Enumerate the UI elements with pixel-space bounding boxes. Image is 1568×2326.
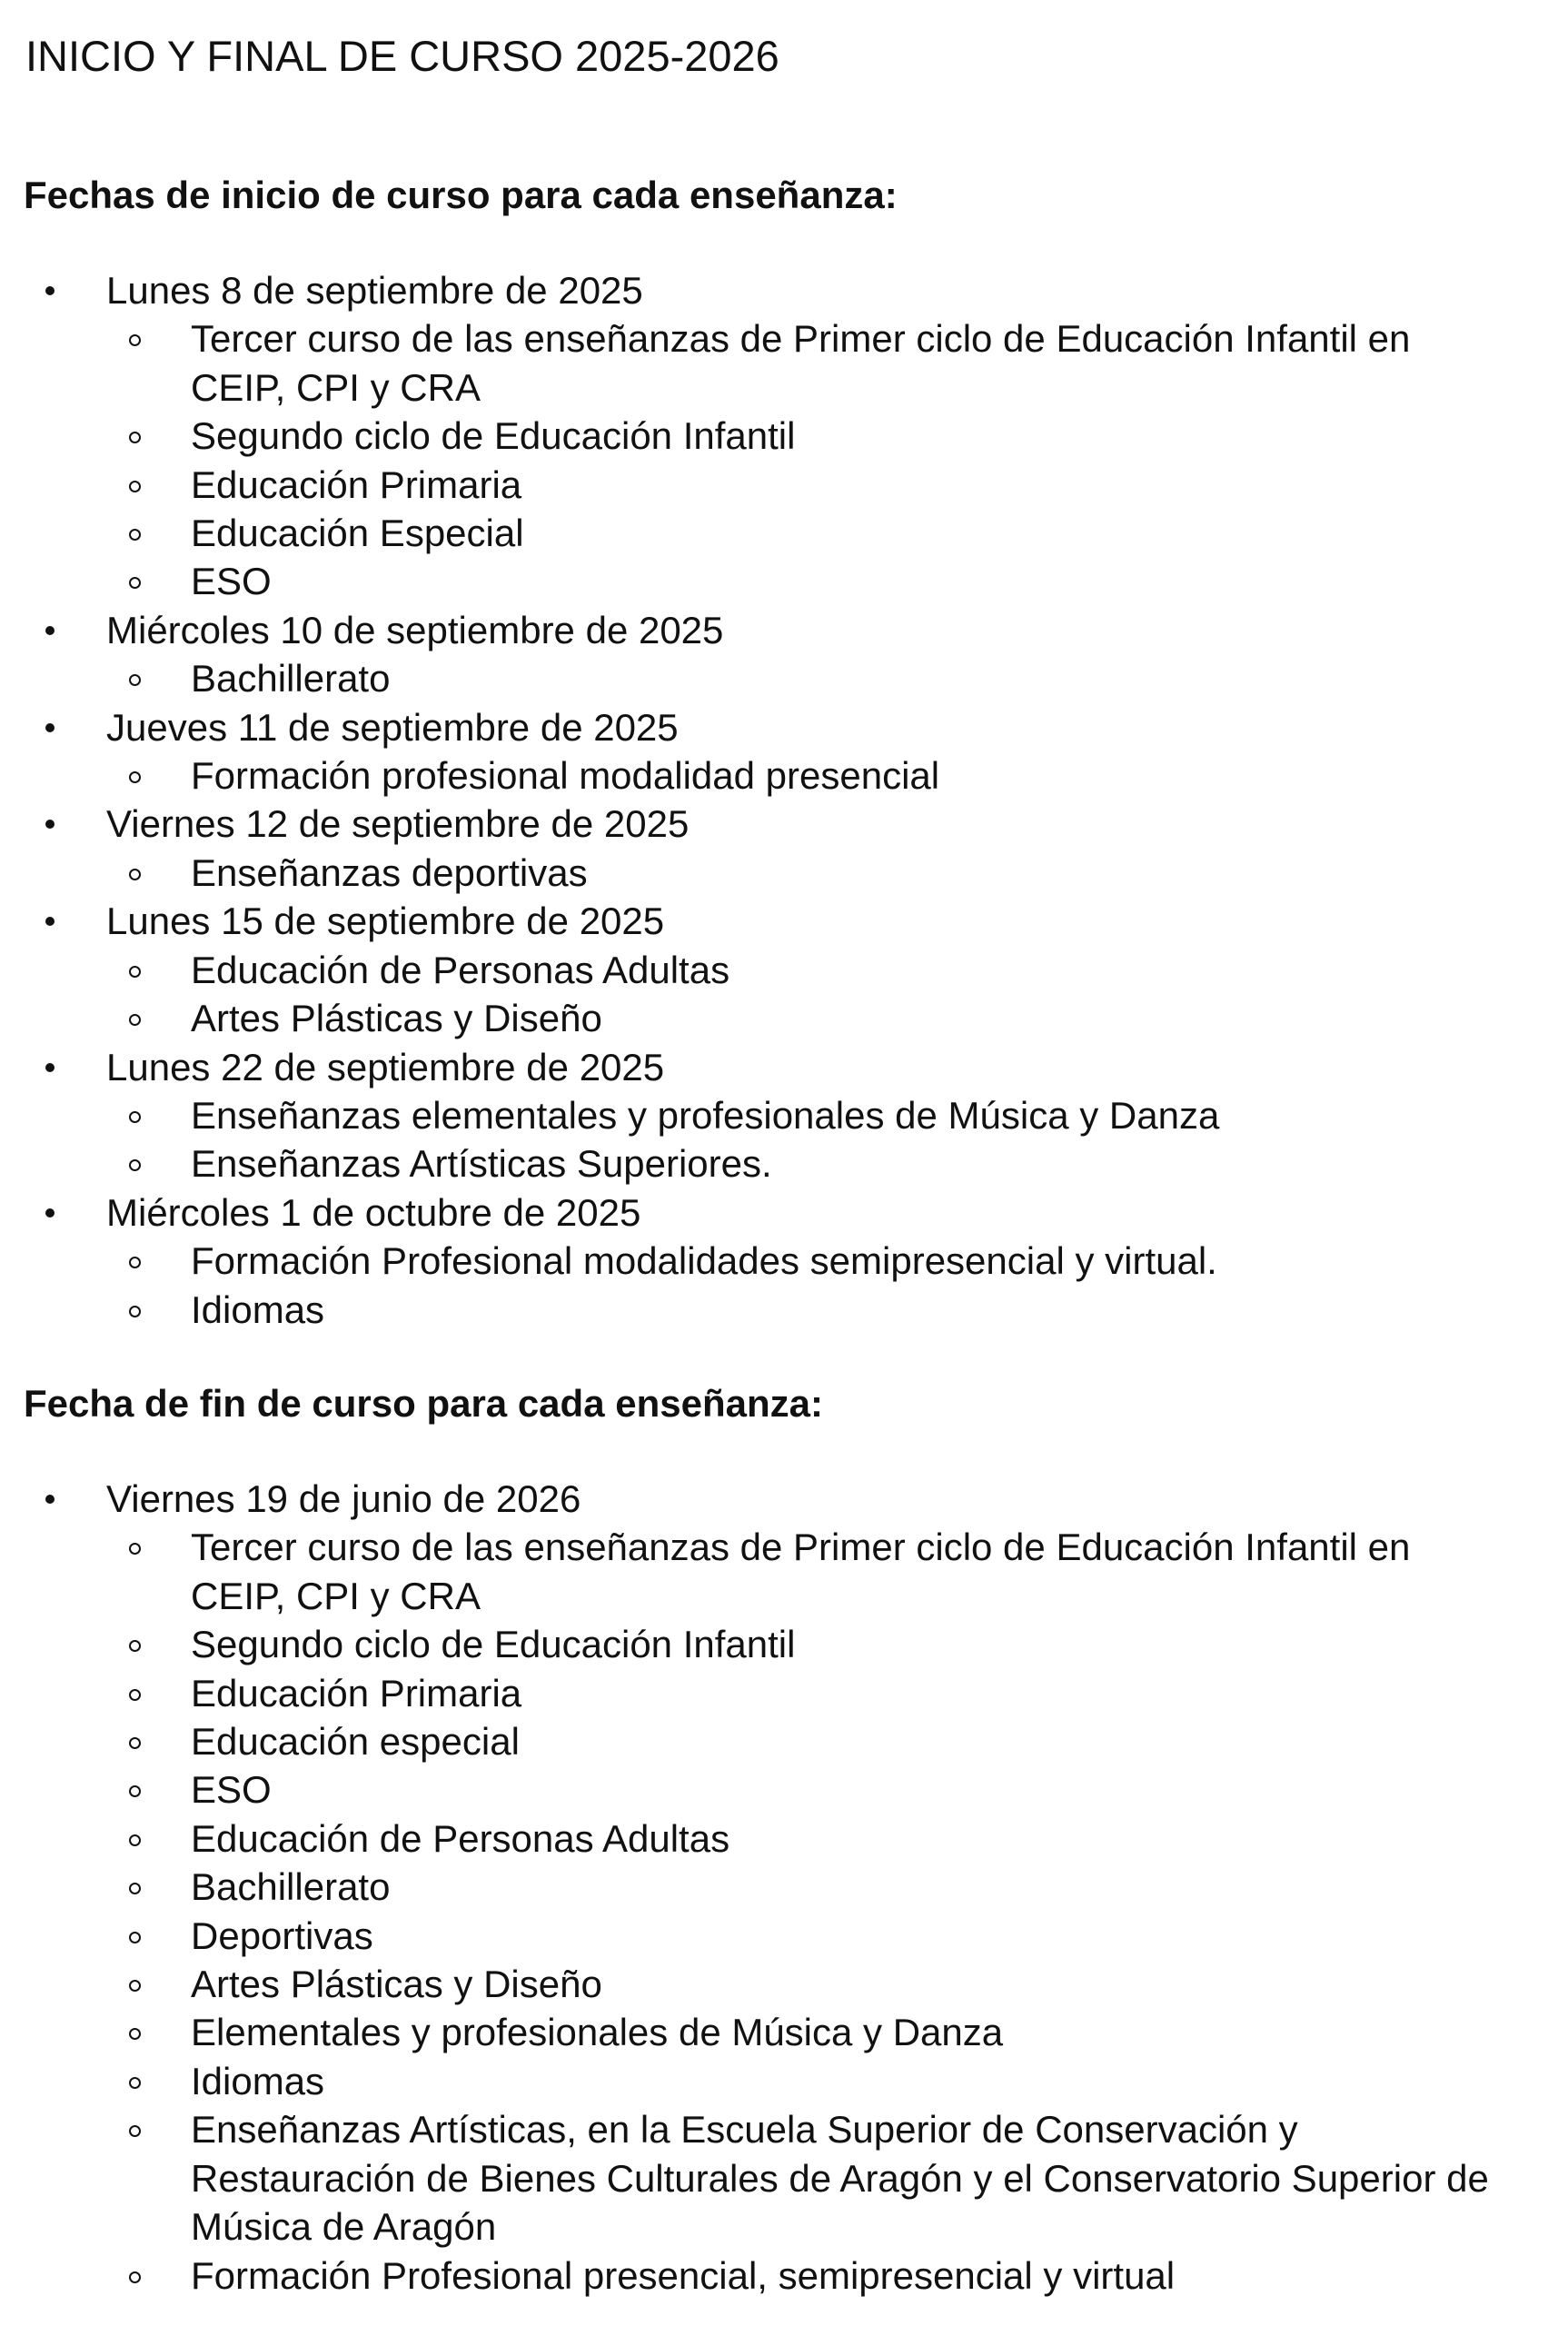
course-item [0,509,1499,557]
course-label: Educación de Personas Adultas [191,948,730,991]
bullet-circle-icon [129,1834,141,1846]
bullet-dot-icon [45,820,55,829]
course-list [106,1523,1499,2300]
bullet-circle-icon [129,1306,141,1317]
bullet-circle-icon [129,1257,141,1268]
bullet-circle-icon [129,2028,141,2040]
bullet-circle-icon [129,1111,141,1123]
date-label: Viernes 19 de junio de 2026 [106,1477,581,1520]
course-list [106,314,1499,605]
course-item [0,2251,1499,2300]
course-list [106,849,1499,897]
document-title: INICIO Y FINAL DE CURSO 2025-2026 [25,32,779,80]
date-group [0,703,1499,800]
bullet-circle-icon [129,334,141,346]
course-item [0,412,1499,460]
course-list [106,654,1499,702]
course-item [0,1237,1499,1285]
date-group [0,606,1499,703]
bullet-circle-icon [129,1785,141,1797]
course-label: Segundo ciclo de Educación Infantil [191,414,796,458]
course-label: Educación Especial [191,512,524,555]
end-dates-list [0,1475,1499,2300]
course-item [0,994,1499,1042]
course-label: Tercer curso de las enseñanzas de Primer ciclo de Educación Infantil en CEIP, CPI y CRA [191,317,1411,409]
date-group [0,1475,1499,2300]
course-item [0,1814,1499,1863]
course-label: Formación Profesional modalidades semipresencial y virtual. [191,1239,1217,1283]
course-label: Artes Plásticas y Diseño [191,1963,602,2006]
course-label: Educación Primaria [191,462,522,506]
date-label: Lunes 8 de septiembre de 2025 [106,269,643,312]
bullet-dot-icon [45,1208,55,1218]
course-item [0,849,1499,897]
course-label: Formación Profesional presencial, semipresencial y virtual [191,2253,1176,2297]
course-label: Enseñanzas elementales y profesionales de Música y Danza [191,1093,1220,1137]
course-label: Bachillerato [191,657,391,701]
date-label: Miércoles 10 de septiembre de 2025 [106,608,724,651]
end-section-heading: Fecha de fin de curso para cada enseñanza: [24,1382,823,1425]
course-label: Formación profesional modalidad presencial [191,754,940,798]
course-item [0,946,1499,994]
date-label: Viernes 12 de septiembre de 2025 [106,802,690,846]
course-item [0,1863,1499,1911]
bullet-circle-icon [129,2271,141,2283]
course-list [106,1237,1499,1334]
bullet-circle-icon [129,1543,141,1555]
bullet-circle-icon [129,674,141,686]
course-label: ESO [191,560,272,603]
bullet-circle-icon [129,1883,141,1894]
date-group [0,266,1499,606]
course-list [106,751,1499,800]
bullet-circle-icon [129,869,141,880]
course-label: Bachillerato [191,1865,391,1909]
course-item [0,2057,1499,2105]
course-item [0,751,1499,800]
course-item [0,314,1499,412]
bullet-circle-icon [129,966,141,978]
course-label: Deportivas [191,1913,373,1957]
course-label: Enseñanzas Artísticas, en la Escuela Superior de Conservación y Restauración de Bienes Culturales de Aragón y el Conservatorio Superior de Música de Aragón [191,2108,1489,2249]
date-label: Lunes 15 de septiembre de 2025 [106,900,665,943]
bullet-circle-icon [129,529,141,541]
bullet-dot-icon [45,626,55,635]
date-group [0,897,1499,1042]
bullet-circle-icon [129,432,141,443]
bullet-circle-icon [129,1640,141,1652]
course-label: ESO [191,1768,272,1812]
date-group [0,1188,1499,1334]
course-label: Segundo ciclo de Educación Infantil [191,1623,796,1666]
bullet-circle-icon [129,2077,141,2089]
course-item [0,1717,1499,1765]
bullet-circle-icon [129,1159,141,1171]
course-item [0,2008,1499,2056]
course-item [0,1765,1499,1814]
bullet-dot-icon [45,286,55,295]
bullet-dot-icon [45,1063,55,1072]
course-item [0,1286,1499,1334]
date-group [0,800,1499,897]
course-item [0,1091,1499,1139]
bullet-circle-icon [129,771,141,783]
course-item [0,1139,1499,1188]
start-dates-list [0,266,1499,1334]
course-item [0,2105,1499,2251]
course-item [0,1912,1499,1960]
bullet-circle-icon [129,481,141,492]
course-item [0,1523,1499,1620]
course-label: Elementales y profesionales de Música y Danza [191,2011,1004,2054]
course-label: Educación Primaria [191,1671,522,1715]
course-label: Educación especial [191,1720,520,1764]
course-item [0,654,1499,702]
bullet-circle-icon [129,2125,141,2137]
course-item [0,1669,1499,1717]
course-item [0,1960,1499,2008]
date-label: Lunes 22 de septiembre de 2025 [106,1045,665,1088]
date-label: Miércoles 1 de octubre de 2025 [106,1190,641,1234]
course-label: Tercer curso de las enseñanzas de Primer ciclo de Educación Infantil en CEIP, CPI y CRA [191,1526,1411,1617]
start-section-heading: Fechas de inicio de curso para cada enseñanza: [24,174,898,216]
course-item [0,1620,1499,1668]
date-label: Jueves 11 de septiembre de 2025 [106,705,679,749]
course-label: Idiomas [191,1287,325,1331]
bullet-circle-icon [129,1014,141,1026]
course-list [106,946,1499,1043]
bullet-dot-icon [45,723,55,732]
bullet-circle-icon [129,1689,141,1701]
bullet-circle-icon [129,1980,141,1992]
date-group [0,1043,1499,1188]
bullet-dot-icon [45,917,55,926]
course-item [0,557,1499,605]
course-label: Educación de Personas Adultas [191,1816,730,1860]
course-label: Artes Plásticas y Diseño [191,997,602,1040]
bullet-dot-icon [45,1495,55,1504]
bullet-circle-icon [129,1737,141,1749]
bullet-circle-icon [129,1932,141,1943]
bullet-circle-icon [129,577,141,589]
course-label: Enseñanzas Artísticas Superiores. [191,1142,772,1186]
course-list [106,1091,1499,1188]
course-label: Idiomas [191,2059,325,2102]
course-item [0,461,1499,509]
course-label: Enseñanzas deportivas [191,850,588,894]
